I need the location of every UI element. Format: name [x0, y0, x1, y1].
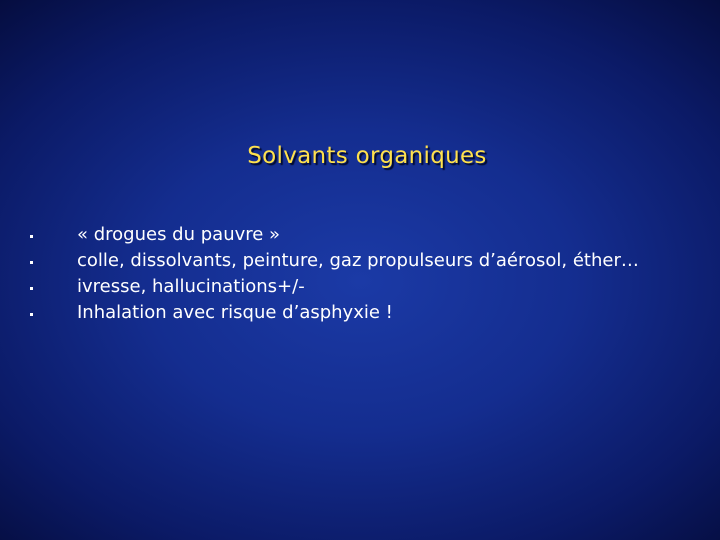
- bullet-dot-icon: [30, 261, 33, 264]
- bullet-text: Inhalation avec risque d’asphyxie !: [77, 302, 393, 323]
- bullet-item-4: [22, 300, 662, 326]
- bullet-text: colle, dissolvants, peinture, gaz propulseurs d’aérosol, éther…: [77, 250, 639, 271]
- bullet-dot-icon: [30, 287, 33, 290]
- bullet-item-2: [22, 248, 662, 274]
- bullet-text: « drogues du pauvre »: [77, 224, 281, 245]
- slide-title: Solvants organiques: [247, 143, 487, 169]
- bullet-dot-icon: [30, 235, 33, 238]
- bullet-dot-icon: [30, 313, 33, 316]
- bullet-item-1: [22, 222, 662, 248]
- bullet-item-3: [22, 274, 662, 300]
- bullet-list: [22, 222, 662, 326]
- bullet-text: ivresse, hallucinations+/-: [77, 276, 305, 297]
